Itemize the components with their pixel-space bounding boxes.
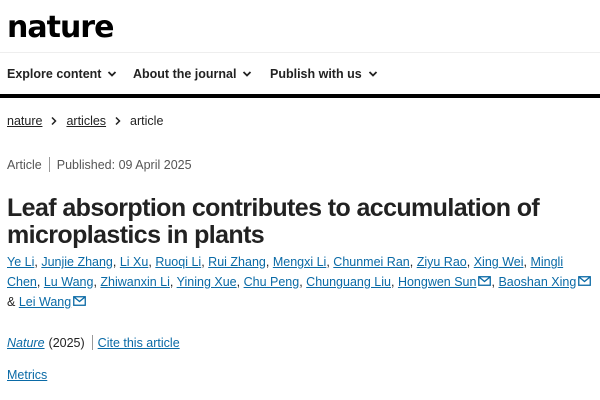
nav-label: Publish with us: [270, 67, 362, 81]
author-separator: ,: [112, 255, 117, 269]
breadcrumb: [7, 114, 163, 128]
author-link[interactable]: Xing Wei: [473, 255, 524, 269]
breadcrumb-nature[interactable]: nature: [7, 114, 43, 128]
author-link[interactable]: Ruoqi Li: [155, 255, 202, 269]
author-link[interactable]: Baoshan Xing: [498, 275, 577, 289]
breadcrumb-articles[interactable]: articles: [66, 114, 107, 128]
author-link[interactable]: Yining Xue: [176, 275, 237, 289]
nav-explore-content[interactable]: [7, 67, 117, 81]
chevron-right-icon: [50, 116, 58, 126]
author-separator: ,: [201, 255, 205, 269]
author-separator: ,: [34, 255, 38, 269]
author-link[interactable]: Chu Peng: [243, 275, 300, 289]
author-link[interactable]: Junjie Zhang: [41, 255, 113, 269]
author-list: [7, 252, 593, 312]
author-separator: ,: [169, 275, 174, 289]
author-link[interactable]: Lu Wang: [43, 275, 94, 289]
author-link[interactable]: Zhiwanxin Li: [100, 275, 170, 289]
author-link[interactable]: Ye Li: [7, 255, 35, 269]
article-title: Leaf absorption contributes to accumulation of microplastics in plants: [7, 193, 540, 249]
mail-icon[interactable]: [478, 272, 491, 282]
nav-publish-with-us[interactable]: [270, 67, 378, 81]
citation-divider: [92, 335, 93, 350]
metrics-link[interactable]: Metrics: [7, 368, 48, 382]
chevron-down-icon: [242, 69, 252, 79]
journal-link[interactable]: Nature: [7, 335, 45, 350]
citation-year: (2025): [48, 335, 85, 350]
author-ampersand: &: [7, 295, 16, 309]
author-separator: ,: [299, 275, 303, 289]
author-separator: ,: [93, 275, 97, 289]
publish-date: Published: 09 April 2025: [56, 157, 192, 172]
author-separator: ,: [326, 255, 330, 269]
meta-divider: [49, 157, 50, 172]
author-separator: ,: [148, 255, 152, 269]
author-separator: ,: [523, 255, 527, 269]
article-type: Article: [7, 157, 42, 172]
author-separator: ,: [390, 275, 395, 289]
author-separator: ,: [491, 275, 495, 289]
mail-icon[interactable]: [578, 272, 591, 282]
top-navigation: [0, 52, 600, 95]
mail-icon[interactable]: [73, 292, 86, 302]
author-link[interactable]: Li Xu: [119, 255, 149, 269]
author-link[interactable]: Rui Zhang: [208, 255, 266, 269]
author-link[interactable]: Mengxi Li: [272, 255, 327, 269]
nature-logo[interactable]: nature: [7, 10, 114, 45]
author-separator: ,: [36, 275, 41, 289]
author-separator: ,: [409, 255, 414, 269]
author-separator: ,: [466, 255, 471, 269]
article-meta: [7, 157, 192, 172]
chevron-down-icon: [368, 69, 378, 79]
author-link[interactable]: Hongwen Sun: [397, 275, 477, 289]
author-link[interactable]: Chunmei Ran: [333, 255, 410, 269]
author-link[interactable]: Chunguang Liu: [306, 275, 391, 289]
nav-label: Explore content: [7, 67, 102, 81]
author-link[interactable]: Ziyu Rao: [416, 255, 467, 269]
citation-line: [7, 335, 180, 350]
nav-about-journal[interactable]: [133, 67, 252, 81]
author-link[interactable]: Mingli Chen: [7, 255, 564, 289]
author-separator: ,: [236, 275, 241, 289]
breadcrumb-current: article: [130, 114, 164, 128]
header-divider: [0, 94, 600, 98]
author-separator: ,: [265, 255, 270, 269]
chevron-down-icon: [107, 69, 117, 79]
author-link[interactable]: Lei Wang: [18, 295, 72, 309]
chevron-right-icon: [114, 116, 122, 126]
cite-this-article-link[interactable]: Cite this article: [97, 335, 180, 350]
nav-label: About the journal: [133, 67, 237, 81]
